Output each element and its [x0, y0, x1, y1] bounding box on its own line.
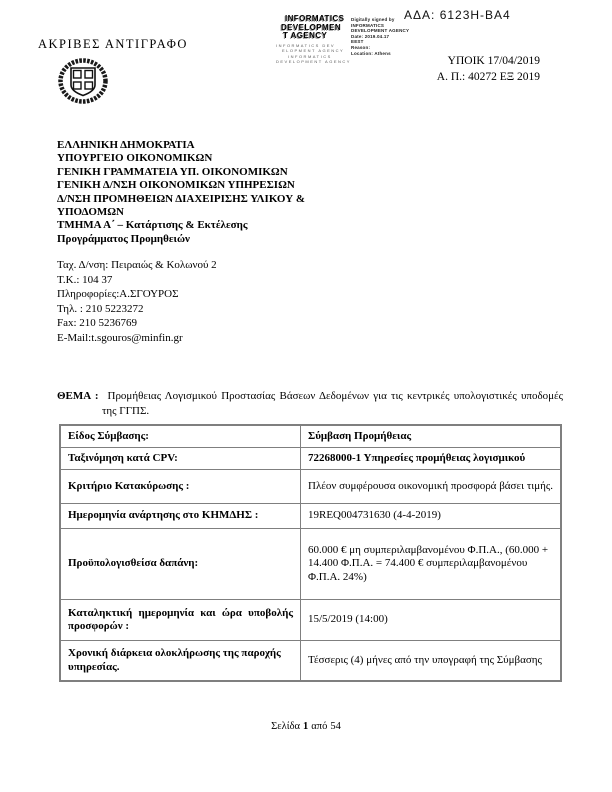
- field-value-cell: 19REQ004731630 (4-4-2019): [301, 504, 562, 529]
- stamp-detail-line: EEST: [351, 39, 364, 45]
- certified-copy-label: ΑΚΡΙΒΕΣ ΑΝΤΙΓΡΑΦΟ: [38, 37, 188, 51]
- contact-email: E-Mail:t.sgouros@minfin.gr: [57, 331, 183, 344]
- protocol-office-date: ΥΠΟΙΚ 17/04/2019: [447, 55, 540, 67]
- field-label-cell: Κριτήριο Κατακύρωσης :: [60, 470, 301, 504]
- table-row: [60, 641, 561, 682]
- letterhead: [57, 139, 367, 246]
- stamp-name-line: T AGENCY: [283, 31, 328, 40]
- contact-phone: Τηλ. : 210 5223272: [57, 302, 144, 315]
- digital-signature-stamp: [276, 15, 416, 65]
- subject-label: ΘΕΜΑ :: [57, 390, 99, 402]
- contact-block: [57, 258, 357, 346]
- field-value-cell: 60.000 € μη συμπεριλαμβανομένου Φ.Π.Α., (60.000 + 14.400 Φ.Π.Α. = 74.400 € συμπεριλαμβανομένου Φ.Π.Α. 24%): [301, 529, 562, 600]
- field-value-cell: Τέσσερις (4) μήνες από την υπογραφή της Σύμβασης: [301, 641, 562, 682]
- contact-person: Πληροφορίες:Α.ΣΓΟΥΡΟΣ: [57, 288, 179, 301]
- stamp-detail-line: Reason:: [351, 44, 371, 50]
- protocol-block: [437, 53, 540, 85]
- subject-line: [57, 389, 563, 419]
- letterhead-line: ΕΛΛΗΝΙΚΗ ΔΗΜΟΚΡΑΤΙΑ: [57, 139, 195, 151]
- stamp-detail-line: DEVELOPMENT AGENCY: [351, 28, 410, 34]
- letterhead-line: Δ/ΝΣΗ ΠΡΟΜΗΘΕΙΩΝ ΔΙΑΧΕΙΡΙΣΗΣ ΥΛΙΚΟΥ &: [57, 192, 306, 205]
- stamp-ghost-line: INFORMATICS: [288, 53, 332, 59]
- footer-total-pages: 54: [330, 721, 341, 732]
- field-label-cell: Χρονική διάρκεια ολοκλήρωσης της παροχής υπηρεσίας.: [60, 641, 301, 682]
- footer-page-number: 1: [303, 721, 309, 732]
- stamp-signature-details: [351, 15, 415, 65]
- hellenic-republic-emblem-icon: [57, 58, 109, 111]
- footer-word-of: από: [311, 721, 328, 732]
- stamp-signer-name: [276, 14, 351, 65]
- stamp-detail-line: Digitally signed by: [351, 17, 395, 22]
- letterhead-line: ΓΕΝΙΚΗ Δ/ΝΣΗ ΟΙΚΟΝΟΜΙΚΩΝ ΥΠΗΡΕΣΙΩΝ: [57, 179, 295, 192]
- field-label-cell: Προϋπολογισθείσα δαπάνη:: [60, 529, 301, 600]
- contract-details-table: [59, 424, 562, 682]
- table-row: [60, 529, 561, 600]
- field-value-cell: Πλέον συμφέρουσα οικονομική προσφορά βάσει τιμής.: [301, 470, 562, 504]
- ada-code: ΑΔΑ: 6123Η-ΒΑ4: [404, 8, 511, 22]
- stamp-name-line: DEVELOPMEN: [281, 22, 342, 32]
- stamp-ghost-text: [276, 42, 351, 65]
- table-row: [60, 600, 561, 641]
- field-label-cell: Ημερομηνία ανάρτησης στο ΚΗΜΔΗΣ :: [60, 504, 301, 529]
- stamp-ghost-line: INFORMATICS DEV: [276, 42, 336, 48]
- field-label-cell: Καταληκτική ημερομηνία και ώρα υποβολής προσφορών :: [60, 600, 301, 641]
- field-value-cell: 15/5/2019 (14:00): [301, 600, 562, 641]
- subject-text: Προμήθειας Λογισμικού Προστασίας Βάσεων Δεδομένων για τις κεντρικές υπολογιστικές υποδομές της ΓΓΠΣ.: [102, 390, 563, 417]
- field-label-cell: Ταξινόμηση κατά CPV:: [60, 448, 301, 470]
- field-value-cell: 72268000-1 Υπηρεσίες προμήθειας λογισμικού: [301, 448, 562, 470]
- stamp-ghost-line: ELOPMENT AGENCY: [282, 48, 345, 53]
- table-row: [60, 504, 561, 529]
- stamp-ghost-line: DEVELOPMENT AGENCY: [276, 59, 351, 64]
- stamp-name-line: INFORMATICS: [285, 14, 345, 23]
- letterhead-line: Προγράμματος Προμηθειών: [57, 232, 190, 245]
- letterhead-line: ΤΜΗΜΑ Α΄ – Κατάρτισης & Εκτέλεσης: [57, 219, 248, 232]
- page-footer: [0, 721, 612, 732]
- footer-word-page: Σελίδα: [271, 721, 301, 732]
- letterhead-line: ΥΠΟΥΡΓΕΙΟ ΟΙΚΟΝΟΜΙΚΩΝ: [57, 152, 213, 165]
- contact-address: Ταχ. Δ/νση: Πειραιώς & Κολωνού 2: [57, 259, 217, 271]
- stamp-detail-line: INFORMATICS: [351, 22, 385, 28]
- field-label-cell: Είδος Σύμβασης:: [60, 425, 301, 448]
- stamp-detail-line: Location: Athens: [351, 50, 391, 56]
- table-row: [60, 425, 561, 448]
- contact-postal-code: Τ.Κ.: 104 37: [57, 273, 113, 286]
- letterhead-line: ΓΕΝΙΚΗ ΓΡΑΜΜΑΤΕΙΑ ΥΠ. ΟΙΚΟΝΟΜΙΚΩΝ: [57, 165, 288, 178]
- stamp-detail-line: Date: 2019.04.17: [351, 33, 390, 39]
- table-row: [60, 448, 561, 470]
- table-row: [60, 470, 561, 504]
- contact-fax: Fax: 210 5236769: [57, 317, 138, 330]
- letterhead-line: ΥΠΟΔΟΜΩΝ: [57, 206, 125, 219]
- field-value-cell: Σύμβαση Προμήθειας: [301, 425, 562, 448]
- protocol-number: Α. Π.: 40272 ΕΞ 2019: [436, 71, 540, 83]
